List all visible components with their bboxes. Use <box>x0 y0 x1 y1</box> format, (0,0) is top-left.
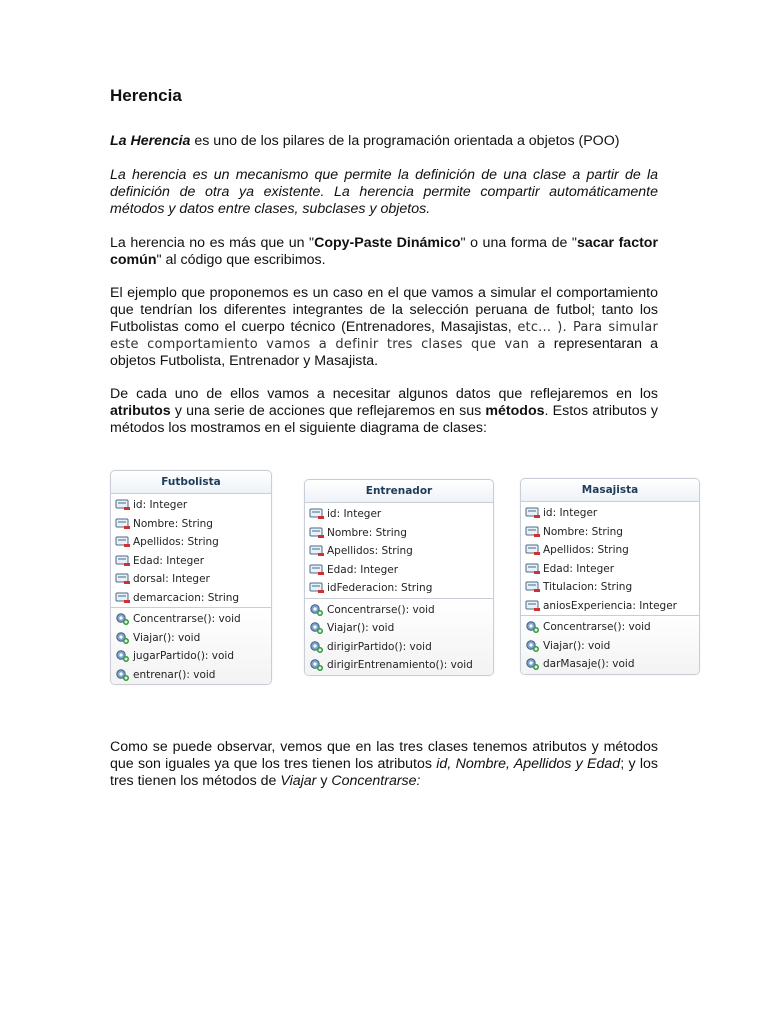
method-row <box>115 666 271 685</box>
attribute-row <box>115 533 271 552</box>
attribute-label: demarcacion: String <box>133 591 240 604</box>
method-label: Viajar(): void <box>327 622 395 635</box>
methods-section <box>521 615 699 674</box>
attribute-icon <box>309 563 327 577</box>
method-row <box>525 655 699 674</box>
text-span: La herencia no es más que un " <box>110 235 315 251</box>
methods-section <box>111 607 271 684</box>
method-row <box>309 656 493 675</box>
method-label: dirigirEntrenamiento(): void <box>327 659 473 672</box>
bold-factor-comun: sacar factor común <box>110 235 658 268</box>
attribute-row <box>115 515 271 534</box>
attribute-label: idFederacion: String <box>327 582 433 595</box>
attribute-icon <box>525 543 543 557</box>
method-row <box>309 619 493 638</box>
attribute-icon <box>525 525 543 539</box>
attribute-label: Nombre: String <box>327 526 407 539</box>
copy-paste-paragraph <box>110 235 658 269</box>
uml-class-futbolista <box>110 470 272 685</box>
attribute-row <box>525 560 699 579</box>
bold-metodos: métodos <box>485 403 545 419</box>
italic-viajar: Viajar <box>280 773 317 789</box>
uml-class-entrenador <box>304 479 494 676</box>
uml-class-name: Masajista <box>521 479 699 502</box>
attribute-row <box>309 542 493 561</box>
bold-atributos: atributos <box>110 403 171 419</box>
attribute-icon <box>309 544 327 558</box>
method-icon <box>309 603 327 617</box>
methods-section <box>305 598 493 675</box>
bold-copy-paste: Copy-Paste Dinámico <box>314 235 461 251</box>
method-label: Concentrarse(): void <box>327 603 435 616</box>
attribute-label: Edad: Integer <box>133 554 205 567</box>
attribute-row <box>309 505 493 524</box>
text-span: Como se puede observar, vemos que en las tres clases tenemos atributos y métodos que son iguales ya que los tres tienen los atributos <box>110 739 658 772</box>
attributes-section <box>521 502 699 615</box>
text-span: representaran a objetos Futbolista, Entrenador y Masajista. <box>110 336 658 369</box>
method-label: Viajar(): void <box>133 631 201 644</box>
attribute-icon <box>115 498 133 512</box>
method-row <box>525 637 699 656</box>
attribute-icon <box>115 517 133 531</box>
method-label: entrenar(): void <box>133 668 216 681</box>
method-row <box>115 610 271 629</box>
method-icon <box>309 640 327 654</box>
method-row <box>115 629 271 648</box>
method-label: dirigirPartido(): void <box>327 640 432 653</box>
attribute-label: Edad: Integer <box>327 563 399 576</box>
attribute-label: Edad: Integer <box>543 562 615 575</box>
conclusion-paragraph <box>110 739 658 790</box>
attribute-icon <box>115 535 133 549</box>
attribute-row <box>115 552 271 571</box>
method-label: jugarPartido(): void <box>133 650 235 663</box>
attribute-row <box>525 523 699 542</box>
text-span: De cada uno de ellos vamos a necesitar algunos datos que reflejaremos en los <box>110 386 658 402</box>
definition-paragraph <box>110 167 658 218</box>
attribute-label: id: Integer <box>133 499 188 512</box>
intro-paragraph <box>110 133 658 150</box>
method-label: darMasaje(): void <box>543 658 635 671</box>
example-paragraph <box>110 285 658 370</box>
attributes-section <box>111 494 271 607</box>
method-icon <box>115 649 133 663</box>
attribute-icon <box>115 591 133 605</box>
text-span: El ejemplo que proponemos es un caso en el que vamos a simular el comportamiento que tendrían los diferentes integrantes de la selección peruana de futbol; tanto los Futbolistas como el cuerpo técnico (Entrenadores, Masajistas, <box>110 285 658 335</box>
method-icon <box>525 620 543 634</box>
attribute-row <box>115 589 271 608</box>
method-row <box>309 601 493 620</box>
attribute-label: Apellidos: String <box>327 545 413 558</box>
attribute-row <box>525 597 699 616</box>
text-span: . Estos atributos y métodos los mostramos en el siguiente diagrama de clases: <box>110 403 658 436</box>
intro-text: es uno de los pilares de la programación orientada a objetos (POO) <box>190 133 620 149</box>
text-span: " al código que escribimos. <box>156 252 326 268</box>
method-row <box>309 638 493 657</box>
definition-text: La herencia es un mecanismo que permite la definición de una clase a partir de la definición de otra ya existente. La herencia permite compartir automáticamente métodos y datos entre clases, subclases y objetos. <box>110 167 658 217</box>
text-span: ; y los tres tienen los métodos de <box>110 756 658 789</box>
attribute-icon <box>525 562 543 576</box>
attribute-label: id: Integer <box>327 508 382 521</box>
attribute-icon <box>525 580 543 594</box>
method-label: Viajar(): void <box>543 639 611 652</box>
method-icon <box>309 621 327 635</box>
attribute-row <box>525 504 699 523</box>
attribute-icon <box>309 526 327 540</box>
method-icon <box>115 612 133 626</box>
attributes-section <box>305 503 493 598</box>
attribute-row <box>525 578 699 597</box>
attribute-icon <box>115 572 133 586</box>
text-span: y una serie de acciones que reflejaremos en sus <box>170 403 486 419</box>
method-icon <box>525 639 543 653</box>
attribute-row <box>309 561 493 580</box>
etc-text: etc... ). Para simular este comportamiento vamos a definir tres clases que van a <box>110 320 658 352</box>
italic-attributes: id, Nombre, Apellidos y Edad <box>436 756 621 772</box>
text-span: " o una forma de " <box>460 235 577 251</box>
method-label: Concentrarse(): void <box>543 621 651 634</box>
attribute-icon <box>309 581 327 595</box>
attribute-row <box>309 524 493 543</box>
attribute-label: Nombre: String <box>133 517 213 530</box>
method-row <box>115 647 271 666</box>
method-label: Concentrarse(): void <box>133 613 241 626</box>
attribute-label: Apellidos: String <box>543 544 629 557</box>
attribute-label: Nombre: String <box>543 525 623 538</box>
page-title: Herencia <box>110 86 182 105</box>
method-icon <box>115 668 133 682</box>
attributes-paragraph <box>110 386 658 437</box>
text-span: y <box>316 773 332 789</box>
method-icon <box>309 658 327 672</box>
intro-emphasis: La Herencia <box>110 133 191 149</box>
method-icon <box>525 657 543 671</box>
attribute-row <box>309 579 493 598</box>
attribute-row <box>525 541 699 560</box>
attribute-label: Apellidos: String <box>133 536 219 549</box>
attribute-row <box>115 496 271 515</box>
attribute-icon <box>309 507 327 521</box>
attribute-row <box>115 570 271 589</box>
attribute-label: aniosExperiencia: Integer <box>543 599 677 612</box>
method-icon <box>115 631 133 645</box>
attribute-icon <box>115 554 133 568</box>
attribute-icon <box>525 506 543 520</box>
uml-class-name: Entrenador <box>305 480 493 503</box>
attribute-label: Titulacion: String <box>543 581 633 594</box>
attribute-label: id: Integer <box>543 507 598 520</box>
uml-class-masajista <box>520 478 700 675</box>
attribute-icon <box>525 599 543 613</box>
method-row <box>525 618 699 637</box>
uml-class-name: Futbolista <box>111 471 271 494</box>
attribute-label: dorsal: Integer <box>133 573 210 586</box>
italic-concentrarse: Concentrarse: <box>331 773 421 789</box>
